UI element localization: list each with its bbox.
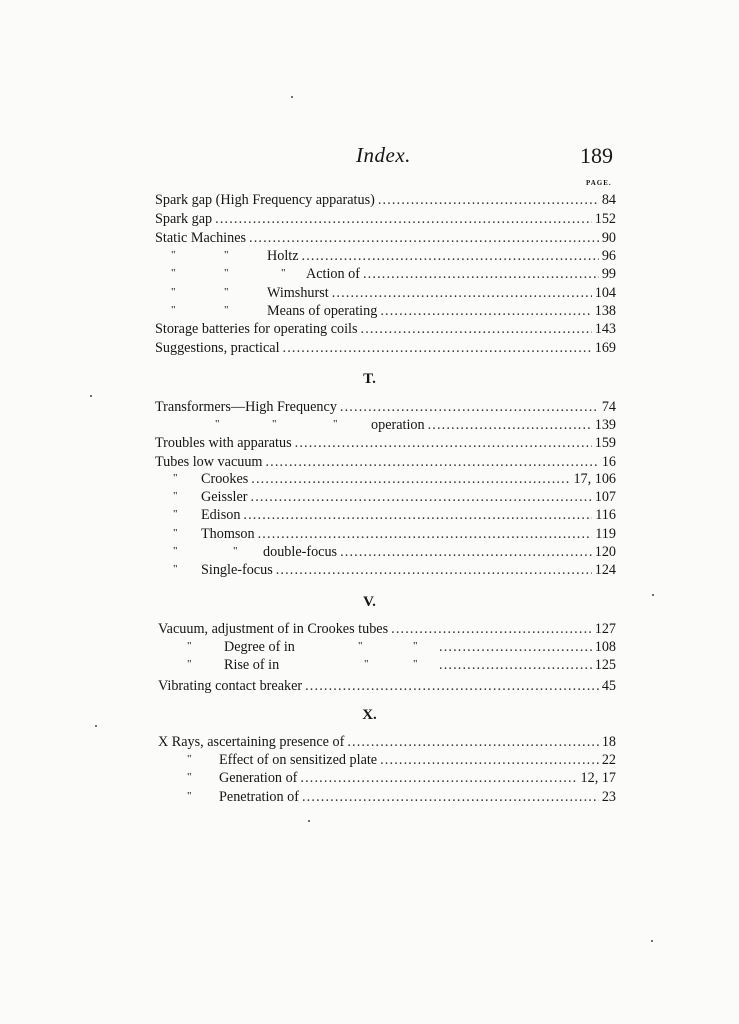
ditto-mark: " [413,640,418,652]
leader-dots [361,320,592,338]
entry-text: Action of [306,266,360,282]
leader-dots [340,543,592,561]
running-title: Index. [356,143,411,167]
leader-dots [332,284,592,302]
entry-text: Rise of in [224,657,280,673]
entry-text: Spark gap (High Frequency apparatus) [155,192,375,208]
entry-text: Wimshurst [267,285,329,301]
entry-text: Storage batteries for operating coils [155,321,358,337]
entry-text: operation [371,417,425,433]
index-entry [267,302,616,320]
leader-dots [249,229,599,247]
ditto-mark: " [173,508,178,520]
entry-text: Single-focus [201,562,273,578]
entry-page: 143 [594,321,616,337]
entry-text: Holtz [267,248,299,264]
entry-text: Generation of [219,770,298,786]
leader-dots [380,751,599,769]
index-entry [158,733,616,751]
ditto-mark: " [187,790,192,802]
leader-dots [251,488,592,506]
index-entry [201,506,616,524]
leader-dots [215,210,592,228]
index-entry [219,788,616,806]
ditto-mark: " [333,418,338,430]
entry-page: 107 [594,489,616,505]
ditto-mark: " [171,286,176,298]
entry-page: 159 [594,435,616,451]
entry-text: Transformers—High Frequency [155,399,337,415]
entry-text: Geissler [201,489,248,505]
entry-page: 74 [601,399,616,415]
entry-text: Crookes [201,471,249,487]
leader-dots [258,525,593,543]
leader-dots [439,656,592,674]
ditto-mark: " [364,658,369,670]
section-letter: V. [363,594,376,610]
entry-page: 139 [594,417,616,433]
ditto-mark: " [173,490,178,502]
scan-speck [291,96,293,98]
entry-page: 17, 106 [573,471,616,487]
scan-speck [652,594,654,596]
entry-text: X Rays, ascertaining presence of [158,734,345,750]
leader-dots [378,191,599,209]
scan-speck [90,395,92,397]
ditto-mark: " [171,267,176,279]
index-entry [155,320,616,338]
entry-page: 22 [601,752,616,768]
entry-page: 12, 17 [580,770,616,786]
ditto-mark: " [173,563,178,575]
leader-dots [363,265,599,283]
entry-page: 124 [594,562,616,578]
ditto-mark: " [173,527,178,539]
ditto-mark: " [413,658,418,670]
leader-dots [340,398,599,416]
scan-speck [95,725,97,727]
index-entry [155,229,616,247]
ditto-mark: " [171,249,176,261]
index-entry [158,620,616,638]
leader-dots [439,638,592,656]
entry-page: 120 [594,544,616,560]
index-entry [267,284,616,302]
ditto-mark: " [224,286,229,298]
entry-text: Vacuum, adjustment of in Crookes tubes [158,621,389,637]
ditto-mark: " [224,267,229,279]
ditto-mark: " [187,753,192,765]
entry-page: 45 [601,678,616,694]
entry-page: 16 [601,454,616,470]
ditto-mark: " [224,249,229,261]
index-entry [201,488,616,506]
leader-dots [276,561,592,579]
entry-text: Effect of on sensitized plate [219,752,378,768]
leader-dots [305,677,599,695]
entry-text: Degree of in [224,639,295,655]
entry-page: 127 [594,621,616,637]
index-entry [371,416,616,434]
entry-text: Means of operating [267,303,378,319]
ditto-mark: " [173,472,178,484]
entry-page: 96 [601,248,616,264]
entry-page: 90 [601,230,616,246]
index-entry [219,751,616,769]
entry-page: 99 [601,266,616,282]
leader-dots [302,247,599,265]
entry-page: 152 [594,211,616,227]
entry-page: 84 [601,192,616,208]
leader-dots [302,788,599,806]
index-entry [155,453,616,471]
entry-text: Spark gap [155,211,213,227]
entry-page: 138 [594,303,616,319]
index-entry-text [224,656,384,674]
entry-page: 18 [601,734,616,750]
entry-text: double-focus [263,544,338,560]
entry-page: 169 [594,340,616,356]
ditto-mark: " [187,771,192,783]
entry-page: 108 [594,639,616,655]
scan-speck [308,820,310,822]
index-entry [201,561,616,579]
entry-text: Thomson [201,526,255,542]
page-number: 189 [580,143,613,168]
entry-text: Vibrating contact breaker [158,678,303,694]
leader-dots [300,769,577,787]
index-entry [263,543,616,561]
index-entry [267,247,616,265]
leader-dots [251,470,570,488]
entry-page: 104 [594,285,616,301]
entry-page: 23 [601,789,616,805]
leader-dots [265,453,598,471]
index-entry [201,470,616,488]
page-column-label: PAGE. [586,179,612,187]
leader-dots [295,434,592,452]
index-entry [155,210,616,228]
entry-text: Tubes low vacuum [155,454,263,470]
index-entry [155,339,616,357]
ditto-mark: " [187,658,192,670]
index-entry [155,398,616,416]
ditto-mark: " [215,418,220,430]
ditto-mark: " [224,304,229,316]
leader-dots [391,620,592,638]
index-entry [155,191,616,209]
index-entry [306,265,616,283]
ditto-mark: " [272,418,277,430]
entry-text: Edison [201,507,241,523]
index-entry-leader [436,638,616,656]
scan-speck [651,940,653,942]
ditto-mark: " [173,545,178,557]
index-entry [158,677,616,695]
index-entry [155,434,616,452]
entry-text: Static Machines [155,230,247,246]
index-entry [219,769,616,787]
page-header [0,143,739,177]
leader-dots [380,302,591,320]
section-letter: T. [363,371,376,387]
leader-dots [243,506,592,524]
entry-page: 125 [594,657,616,673]
entry-text: Suggestions, practical [155,340,280,356]
entry-text: Penetration of [219,789,299,805]
index-entry-leader [436,656,616,674]
ditto-mark: " [171,304,176,316]
leader-dots [428,416,592,434]
section-letter: X. [362,707,377,723]
ditto-mark: " [281,267,286,279]
ditto-mark: " [358,640,363,652]
ditto-mark: " [187,640,192,652]
entry-text: Troubles with apparatus [155,435,292,451]
index-entry [201,525,616,543]
leader-dots [347,733,598,751]
leader-dots [283,339,592,357]
entry-page: 116 [595,507,616,523]
entry-page: 119 [595,526,616,542]
ditto-mark: " [233,545,238,557]
